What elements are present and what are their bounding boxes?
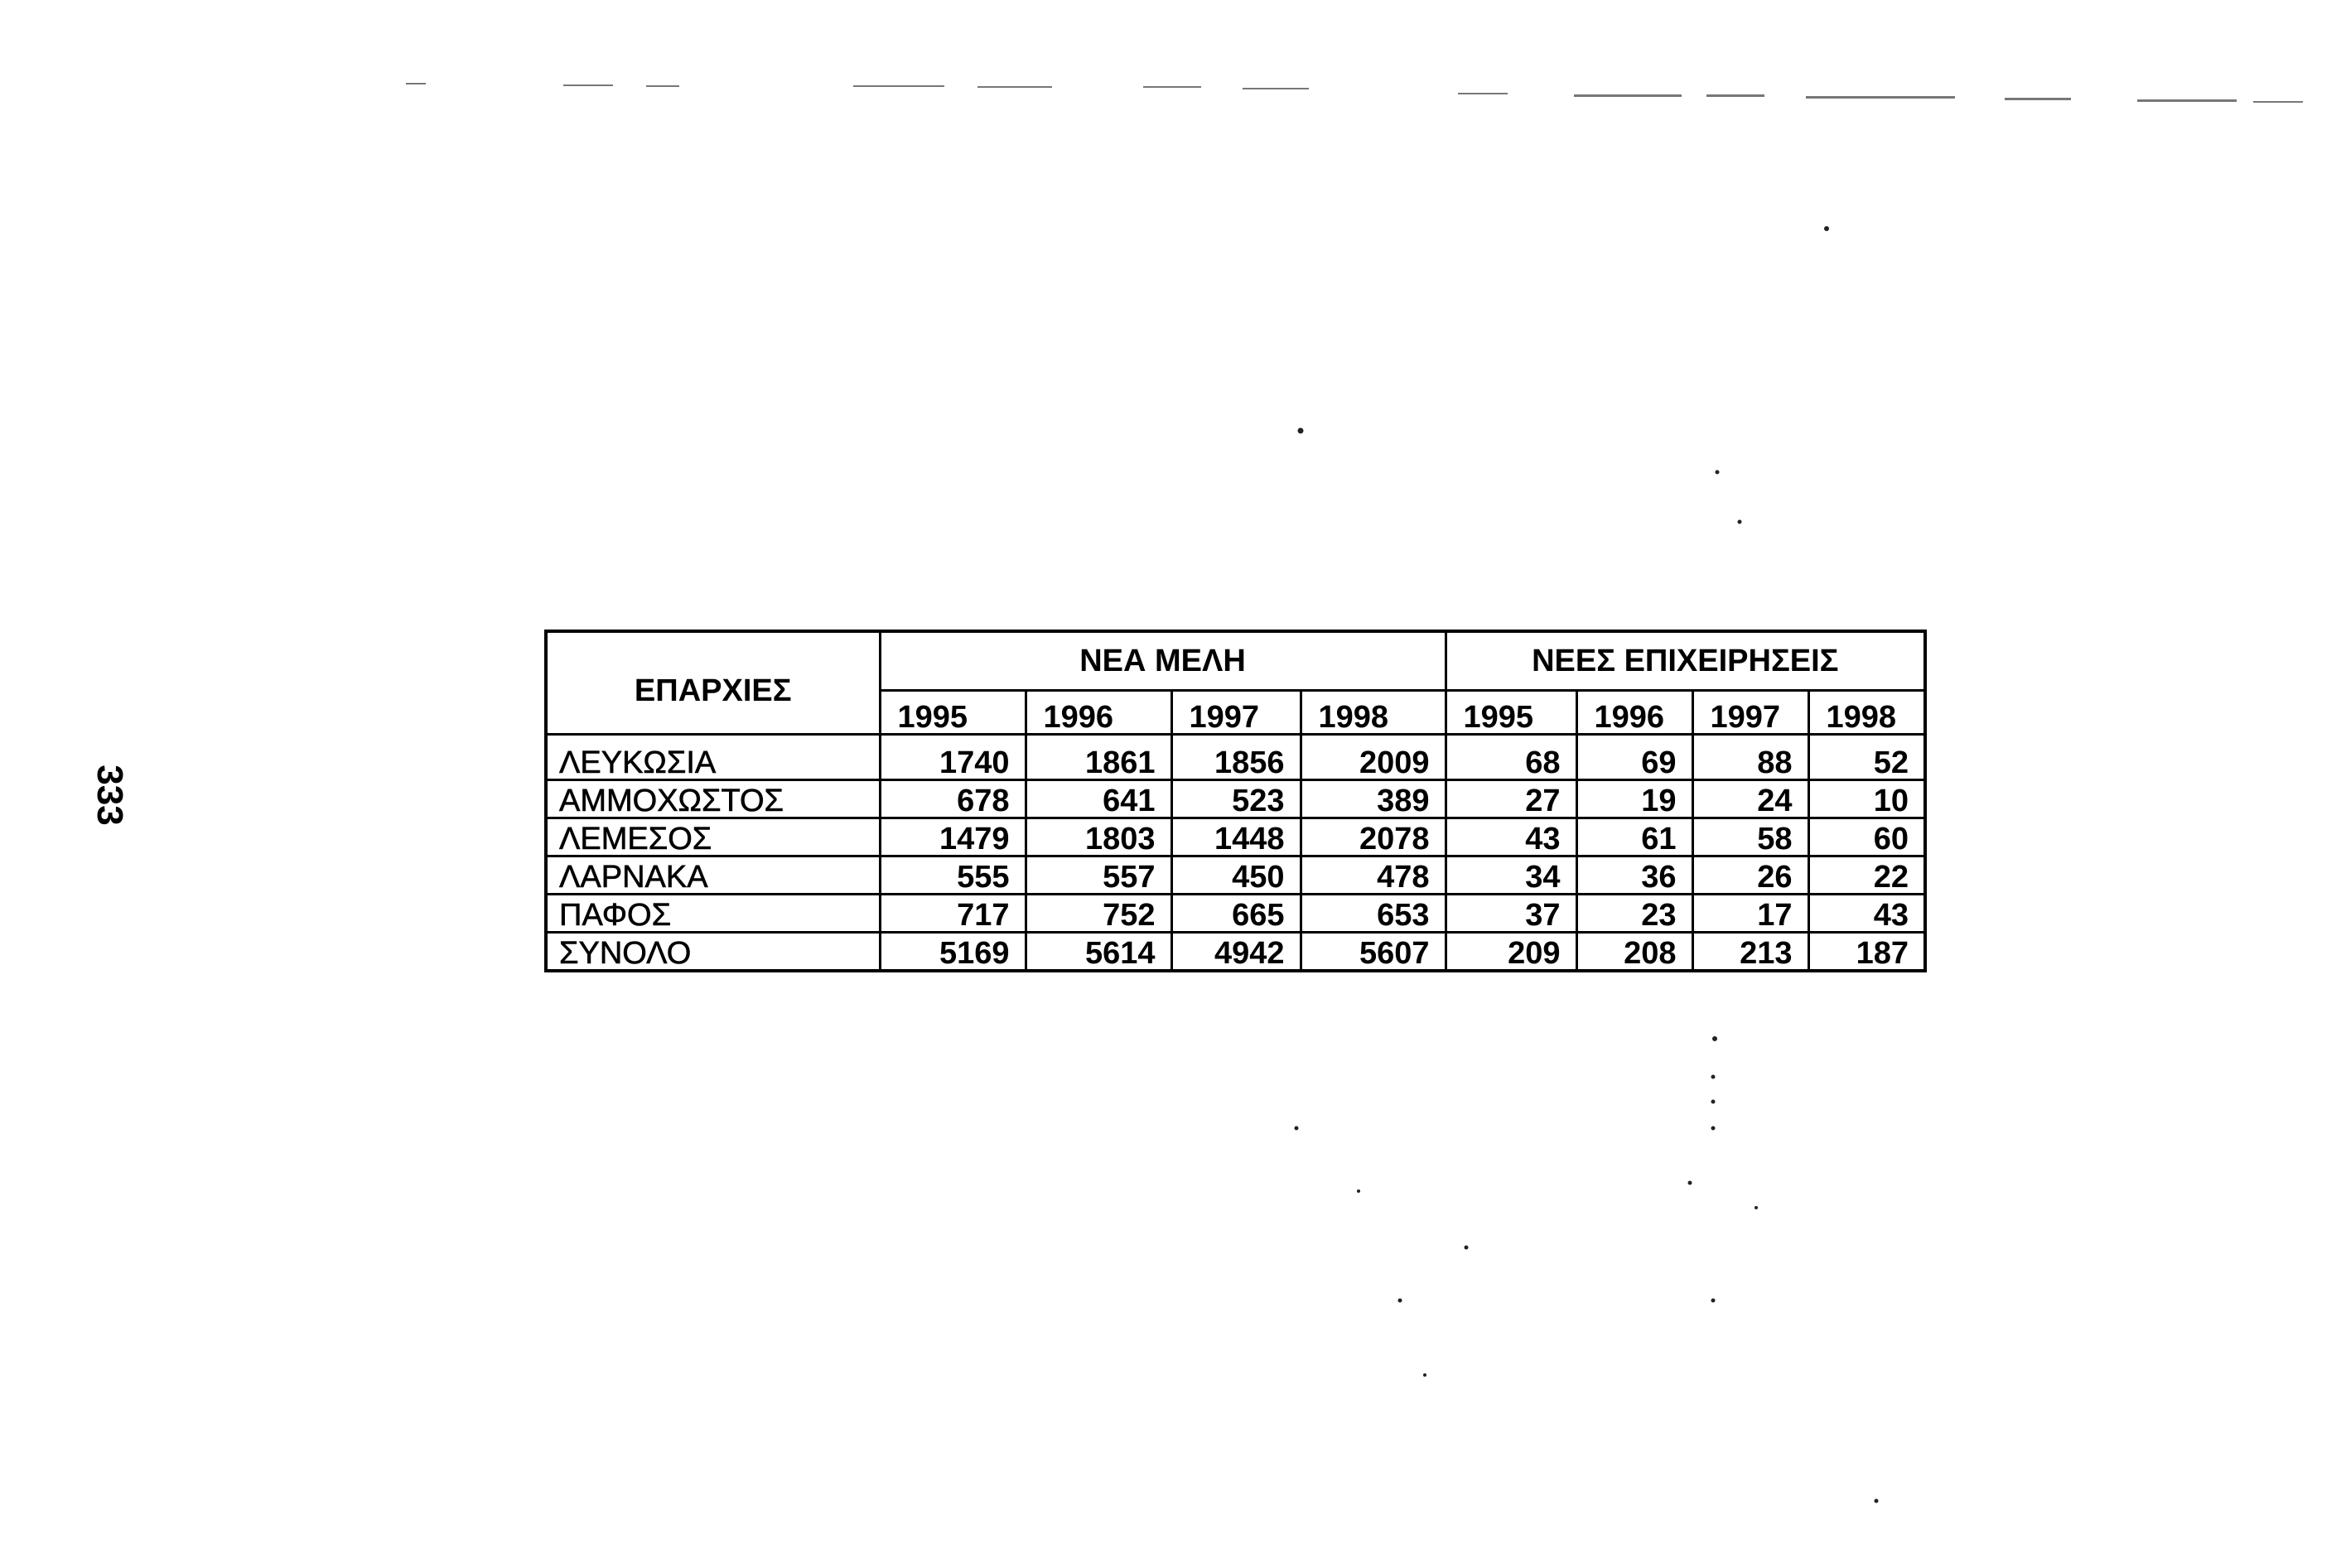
new-members-value: 5607	[1301, 933, 1446, 972]
new-members-value: 555	[880, 856, 1026, 895]
new-businesses-value: 36	[1576, 856, 1692, 895]
new-members-value: 1803	[1026, 818, 1171, 856]
page-number: 333	[89, 765, 130, 826]
year-header: 1996	[1026, 691, 1171, 735]
new-businesses-value: 22	[1808, 856, 1925, 895]
new-businesses-value: 208	[1576, 933, 1692, 972]
year-header: 1997	[1171, 691, 1301, 735]
statistics-table	[544, 630, 1927, 972]
new-members-value: 2009	[1301, 735, 1446, 780]
region-name: ΛΑΡΝΑΚΑ	[546, 856, 880, 895]
new-businesses-value: 68	[1446, 735, 1576, 780]
new-businesses-value: 213	[1692, 933, 1808, 972]
table-row	[546, 895, 1925, 933]
new-businesses-value: 58	[1692, 818, 1808, 856]
new-businesses-value: 26	[1692, 856, 1808, 895]
new-businesses-value: 61	[1576, 818, 1692, 856]
new-businesses-value: 209	[1446, 933, 1576, 972]
region-name: ΛΕΥΚΩΣΙΑ	[546, 735, 880, 780]
new-businesses-value: 187	[1808, 933, 1925, 972]
new-members-value: 557	[1026, 856, 1171, 895]
header-group-row	[546, 631, 1925, 691]
new-businesses-value: 24	[1692, 780, 1808, 818]
new-members-value: 665	[1171, 895, 1301, 933]
region-name: ΠΑΦΟΣ	[546, 895, 880, 933]
new-members-value: 389	[1301, 780, 1446, 818]
new-businesses-value: 88	[1692, 735, 1808, 780]
region-name: ΛΕΜΕΣΟΣ	[546, 818, 880, 856]
new-members-value: 2078	[1301, 818, 1446, 856]
region-name: ΣΥΝΟΛΟ	[546, 933, 880, 972]
new-businesses-value: 23	[1576, 895, 1692, 933]
new-members-value: 678	[880, 780, 1026, 818]
new-businesses-value: 10	[1808, 780, 1925, 818]
new-members-value: 1448	[1171, 818, 1301, 856]
new-members-value: 752	[1026, 895, 1171, 933]
new-members-value: 1740	[880, 735, 1026, 780]
new-businesses-value: 43	[1446, 818, 1576, 856]
new-members-value: 1479	[880, 818, 1026, 856]
new-businesses-group-header: ΝΕΕΣ ΕΠΙΧΕΙΡΗΣΕΙΣ	[1446, 631, 1925, 691]
new-members-value: 1856	[1171, 735, 1301, 780]
new-members-value: 450	[1171, 856, 1301, 895]
new-members-group-header: ΝΕΑ ΜΕΛΗ	[880, 631, 1446, 691]
new-members-value: 717	[880, 895, 1026, 933]
year-header: 1995	[1446, 691, 1576, 735]
new-members-value: 523	[1171, 780, 1301, 818]
new-members-value: 5614	[1026, 933, 1171, 972]
new-members-value: 5169	[880, 933, 1026, 972]
region-column-header: ΕΠΑΡΧΙΕΣ	[546, 631, 880, 735]
new-businesses-value: 60	[1808, 818, 1925, 856]
total-row	[546, 933, 1925, 972]
region-name: ΑΜΜΟΧΩΣΤΟΣ	[546, 780, 880, 818]
table-row	[546, 780, 1925, 818]
new-businesses-value: 37	[1446, 895, 1576, 933]
year-header: 1995	[880, 691, 1026, 735]
new-members-value: 641	[1026, 780, 1171, 818]
table-row	[546, 735, 1925, 780]
new-businesses-value: 43	[1808, 895, 1925, 933]
year-header: 1996	[1576, 691, 1692, 735]
year-header: 1998	[1301, 691, 1446, 735]
new-members-value: 478	[1301, 856, 1446, 895]
new-businesses-value: 19	[1576, 780, 1692, 818]
table-row	[546, 818, 1925, 856]
new-businesses-value: 27	[1446, 780, 1576, 818]
year-header: 1997	[1692, 691, 1808, 735]
new-members-value: 653	[1301, 895, 1446, 933]
new-businesses-value: 52	[1808, 735, 1925, 780]
year-header: 1998	[1808, 691, 1925, 735]
new-members-value: 1861	[1026, 735, 1171, 780]
new-members-value: 4942	[1171, 933, 1301, 972]
table-row	[546, 856, 1925, 895]
new-businesses-value: 69	[1576, 735, 1692, 780]
new-businesses-value: 34	[1446, 856, 1576, 895]
new-businesses-value: 17	[1692, 895, 1808, 933]
